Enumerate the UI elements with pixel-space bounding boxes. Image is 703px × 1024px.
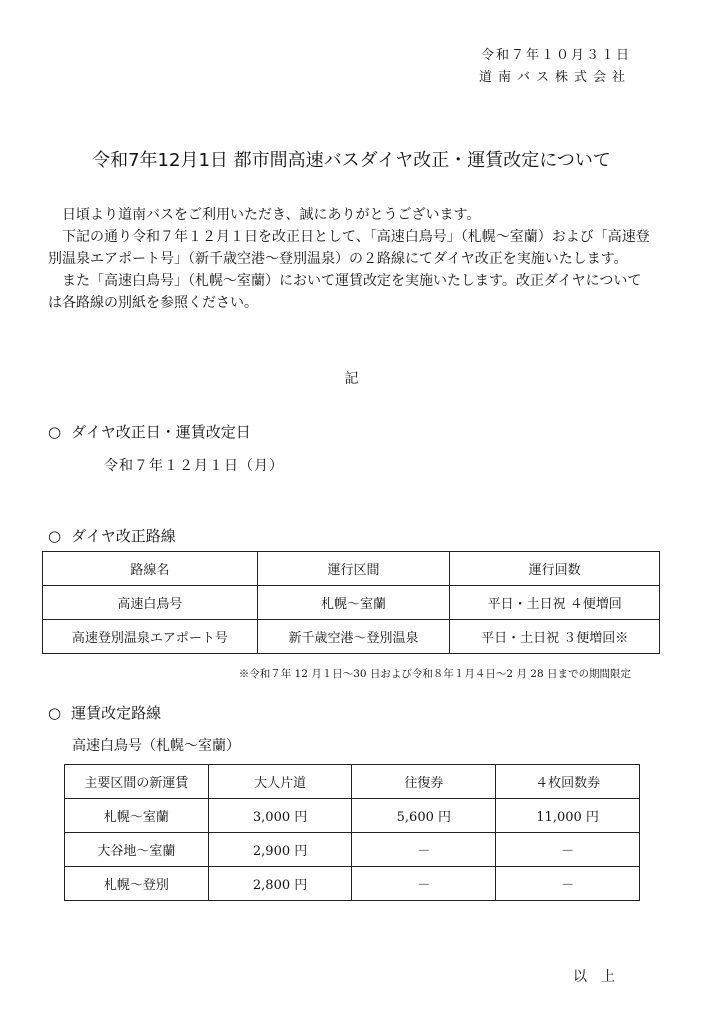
- document-title: 令和7年12月1日 都市間高速バスダイヤ改正・運賃改定について: [92, 150, 611, 171]
- table-cell: 札幌～登別: [65, 867, 209, 901]
- table-header: 運行区間: [257, 552, 450, 586]
- table-header-row: [65, 765, 640, 799]
- section-revised-routes: [48, 525, 176, 546]
- body-text: [48, 204, 652, 314]
- section-heading: ダイヤ改正路線: [71, 527, 176, 545]
- table-header: 路線名: [43, 552, 258, 586]
- section-revision-date: [48, 421, 251, 442]
- circle-bullet-icon: ○: [48, 527, 62, 545]
- closing-mark: 以上: [573, 969, 629, 985]
- table-row: [65, 833, 640, 867]
- table-header: 主要区間の新運賃: [65, 765, 209, 799]
- table-header: 往復券: [352, 765, 496, 799]
- table-row: [65, 867, 640, 901]
- section-heading: 運賃改定路線: [71, 704, 162, 722]
- fares-table: [64, 764, 640, 901]
- table-row: [43, 620, 660, 654]
- table-cell: 札幌～室蘭: [257, 586, 450, 620]
- table-cell: 高速白鳥号: [43, 586, 258, 620]
- table-cell: 3,000 円: [208, 799, 352, 833]
- table-cell: 大谷地～室蘭: [65, 833, 209, 867]
- table-header: ４枚回数券: [496, 765, 640, 799]
- circle-bullet-icon: ○: [48, 423, 62, 441]
- body-paragraph: 日頃より道南バスをご利用いただき、誠にありがとうございます。: [62, 207, 481, 223]
- table-cell: 2,900 円: [208, 833, 352, 867]
- body-paragraph: また「高速白鳥号」（札幌～室蘭）において運賃改定を実施いたします。改正ダイヤについては各路線の別紙を参照ください。: [48, 273, 642, 311]
- section-heading: ダイヤ改正日・運賃改定日: [71, 423, 251, 441]
- table-cell: 11,000 円: [496, 799, 640, 833]
- table-cell: 平日・土日祝 ３便増回※: [450, 620, 660, 654]
- table-cell: －: [352, 867, 496, 901]
- table-header-row: [43, 552, 660, 586]
- footnote: ※令和７年 12 月１日～30 日および令和８年１月４日～2 月 28 日までの期間限定: [238, 668, 631, 680]
- document-date: 令和７年１０月３１日: [480, 48, 631, 63]
- body-paragraph: 下記の通り令和７年１２月１日を改正日として、「高速白鳥号」（札幌～室蘭）および「高速登別温泉エアポート号」（新千歳空港～登別温泉）の２路線にてダイヤ改正を実施いたします。: [48, 229, 650, 267]
- ki-marker: 記: [344, 371, 359, 387]
- table-cell: 5,600 円: [352, 799, 496, 833]
- table-cell: －: [496, 867, 640, 901]
- section-fare-routes: [48, 702, 161, 723]
- company-name: 道南バス株式会社: [478, 70, 631, 85]
- table-cell: －: [496, 833, 640, 867]
- table-row: [43, 586, 660, 620]
- table-cell: 平日・土日祝 ４便増回: [450, 586, 660, 620]
- table-cell: 2,800 円: [208, 867, 352, 901]
- table-header: 大人片道: [208, 765, 352, 799]
- table-header: 運行回数: [450, 552, 660, 586]
- table-cell: 新千歳空港～登別温泉: [257, 620, 450, 654]
- fare-route-label: 高速白鳥号（札幌～室蘭）: [72, 738, 240, 754]
- routes-table: [42, 551, 660, 654]
- revision-date: 令和７年１２月１日（月）: [104, 458, 284, 474]
- table-cell: 札幌～室蘭: [65, 799, 209, 833]
- table-row: [65, 799, 640, 833]
- table-cell: 高速登別温泉エアポート号: [43, 620, 258, 654]
- circle-bullet-icon: ○: [48, 704, 62, 722]
- table-cell: －: [352, 833, 496, 867]
